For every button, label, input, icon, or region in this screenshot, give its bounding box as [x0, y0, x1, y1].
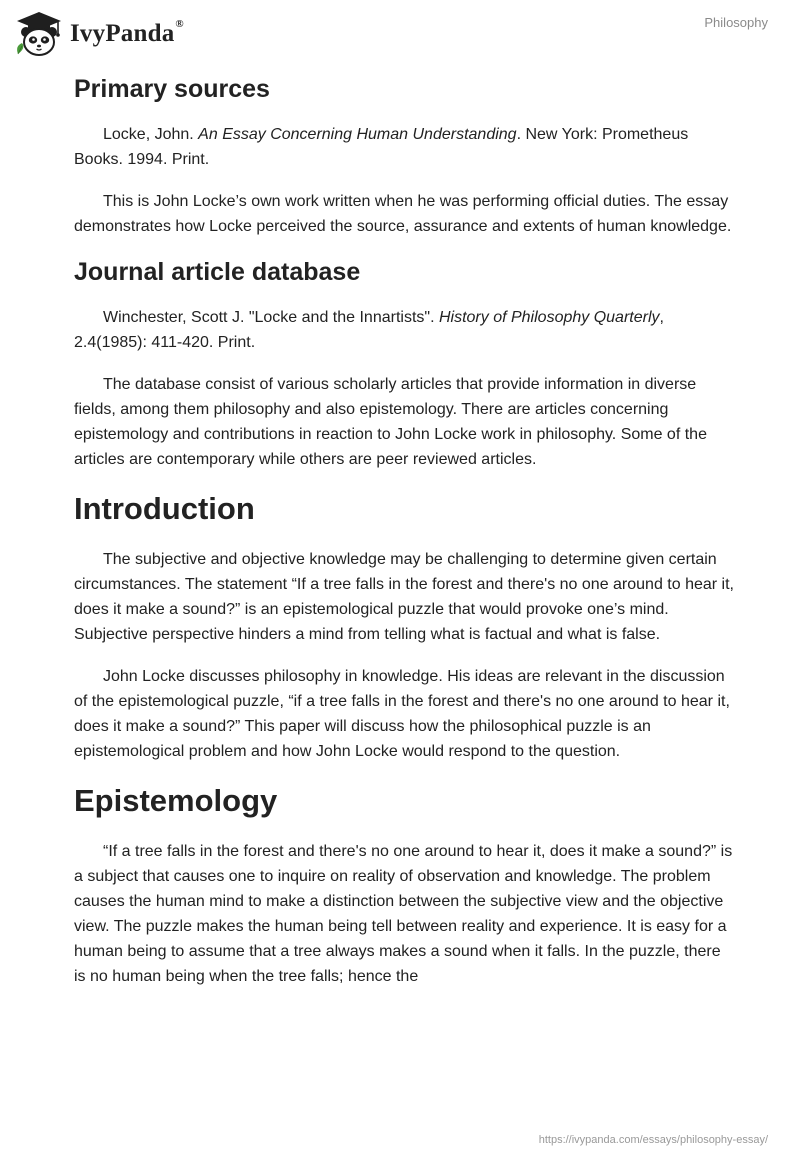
essay-body — [74, 73, 734, 1006]
citation-author: Winchester, Scott J. "Locke and the Innartists". — [103, 309, 439, 326]
heading-introduction: Introduction — [74, 491, 255, 526]
citation-publication: , 2.4(1985): 411-420. Print. — [74, 309, 664, 351]
category-label: Philosophy — [704, 15, 768, 30]
citation-title: An Essay Concerning Human Understanding — [198, 126, 517, 143]
introduction-paragraph-1: The subjective and objective knowledge may be challenging to determine given certain circumstances. The statement “If a tree falls in the forest and there's no one around to hear it, does it make a sound?” is an epistemological puzzle that would provoke one’s mind. Subjective perspective hinders a mind from telling what is factual and what is false. — [74, 551, 734, 643]
brand-name: IvyPanda® — [70, 18, 184, 47]
citation-author: Locke, John. — [103, 126, 199, 143]
ivypanda-logo[interactable] — [14, 10, 184, 58]
citation-locke — [74, 122, 734, 172]
annotation-locke: This is John Locke’s own work written when he was performing official duties. The essay demonstrates how Locke perceived the source, assurance and extents of human knowledge. — [74, 193, 732, 235]
citation-publication: . New York: Prometheus Books. 1994. Print. — [74, 126, 689, 168]
annotation-database: The database consist of various scholarly articles that provide information in diverse fields, among them philosophy and also epistemology. There are articles concerning epistemology and contributions in reaction to John Locke work in philosophy. Some of the articles are contemporary while others are peer reviewed articles. — [74, 376, 707, 468]
page-header — [0, 0, 800, 70]
citation-winchester — [74, 305, 734, 355]
heading-journal-database: Journal article database — [74, 258, 361, 286]
heading-epistemology: Epistemology — [74, 783, 278, 818]
panda-graduate-icon — [14, 10, 64, 58]
page-url[interactable]: https://ivypanda.com/essays/philosophy-essay/ — [538, 1134, 768, 1146]
citation-title: History of Philosophy Quarterly — [438, 309, 660, 326]
epistemology-paragraph-1: “If a tree falls in the forest and there's no one around to hear it, does it make a sound?” is a subject that causes one to inquire on reality of observation and knowledge. The problem causes the human mind to make a distinction between the subjective view and the objective view. The puzzle makes the human being tell between reality and experience. It is easy for a human being to assume that a tree always makes a sound when it falls. In the puzzle, there is no human being when the tree falls; hence the — [74, 843, 733, 985]
introduction-paragraph-2: John Locke discusses philosophy in knowledge. His ideas are relevant in the discussion of the epistemological puzzle, “if a tree falls in the forest and there's no one around to hear it, does it make a sound?” This paper will discuss how the philosophical puzzle is an epistemological problem and how John Locke would respond to the question. — [74, 668, 730, 760]
registered-mark: ® — [175, 18, 184, 30]
heading-primary-sources: Primary sources — [74, 75, 270, 103]
